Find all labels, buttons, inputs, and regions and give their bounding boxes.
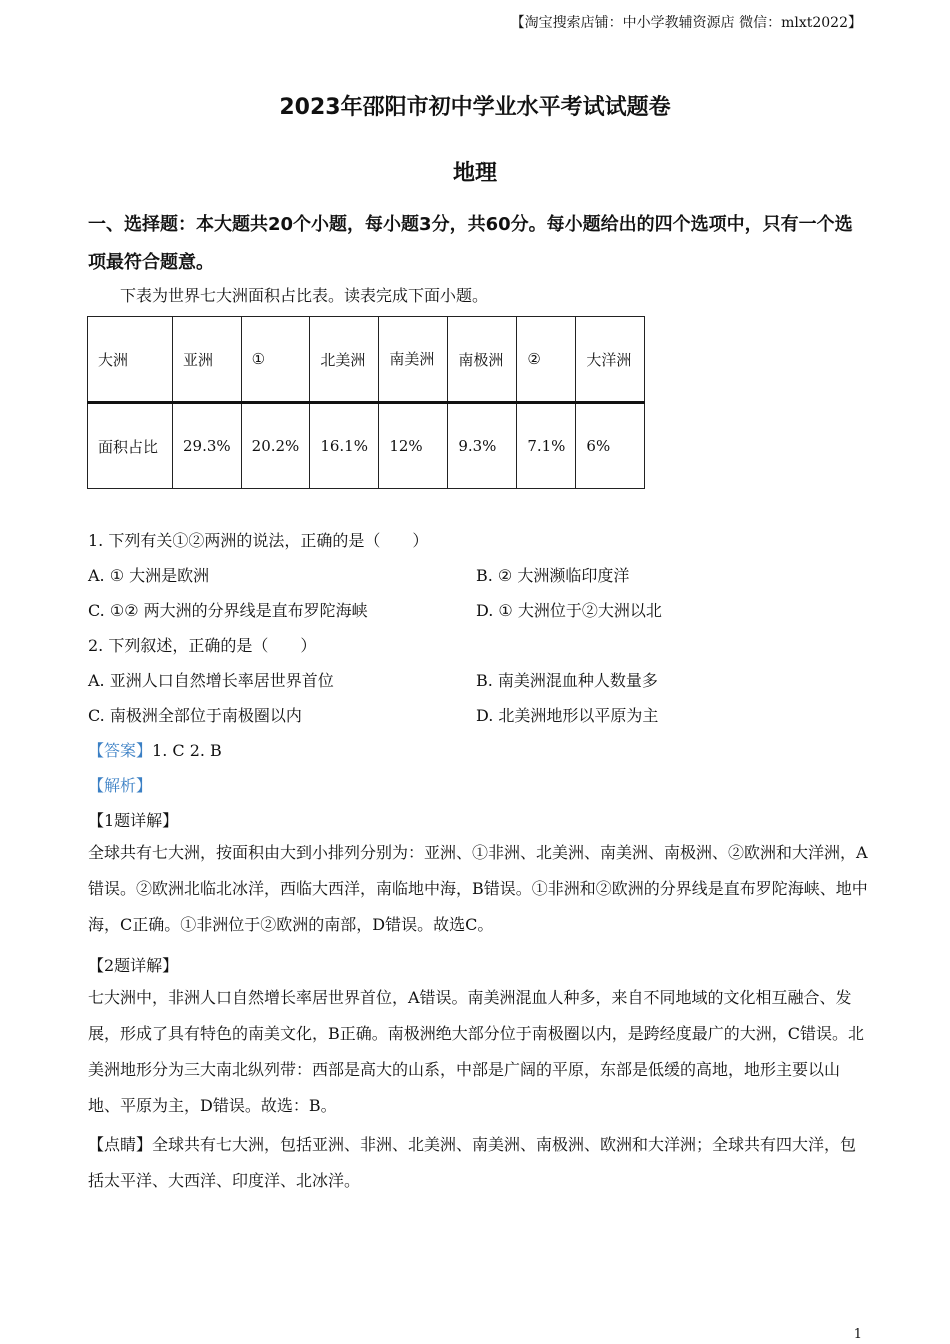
- question-2-option-c: C. 南极洲全部位于南极圈以内: [88, 706, 302, 725]
- question-1-stem: 1. 下列有关①②两洲的说法，正确的是（ ）: [88, 531, 429, 550]
- question-1-option-a: A. ① 大洲是欧洲: [88, 566, 210, 585]
- page-number: 1: [853, 1327, 862, 1342]
- tip-label: 【点睛】: [88, 1135, 153, 1154]
- question-2-option-a: A. 亚洲人口自然增长率居世界首位: [88, 671, 334, 690]
- table-header-row: [88, 317, 645, 403]
- continent-area-table: [87, 316, 645, 489]
- tip-text: 全球共有七大洲，包括亚洲、非洲、北美洲、南美洲、南极洲、欧洲和大洋洲；全球共有四大洋，包括太平洋、大西洋、印度洋、北冰洋。: [88, 1135, 857, 1190]
- question-1-option-c: C. ①② 两大洲的分界线是直布罗陀海峡: [88, 601, 368, 620]
- table-cell: 南极洲: [448, 317, 517, 403]
- answer-line: [88, 738, 222, 761]
- table-data-row: [88, 403, 645, 489]
- table-cell: 北美洲: [310, 317, 379, 403]
- answer-label: 【答案】: [88, 741, 153, 760]
- detail-2-text: 七大洲中，非洲人口自然增长率居世界首位，A错误。南美洲混血人种多，来自不同地域的文化相互融合、发展，形成了具有特色的南美文化，B正确。南极洲绝大部分位于南极圈以内，是跨经度最广的大洲，C错误。北美洲地形分为三大南北纵列带：西部是高大的山系，中部是广阔的平原，东部是低缓的高地，地形主要以山地、平原为主，D错误。故选：B。: [88, 988, 865, 1115]
- table-cell: 大洋洲: [576, 317, 645, 403]
- detail-2-label: 【2题详解】: [88, 956, 179, 975]
- table-cell: 29.3%: [173, 403, 242, 489]
- analysis-label: 【解析】: [88, 776, 153, 795]
- section-heading: 一、选择题：本大题共20个小题，每小题3分，共60分。每小题给出的四个选项中，只有一个选项最符合题意。: [88, 214, 853, 273]
- table-cell: 南美洲: [379, 317, 448, 403]
- table-cell: ②: [517, 317, 576, 403]
- tip-paragraph: [88, 1127, 868, 1199]
- question-1-option-b: B. ② 大洲濒临印度洋: [476, 566, 630, 585]
- subject-title: 地理: [452, 161, 497, 186]
- table-cell: 16.1%: [310, 403, 379, 489]
- question-1-option-d: D. ① 大洲位于②大洲以北: [476, 601, 662, 620]
- question-2-stem: 2. 下列叙述，正确的是（ ）: [88, 636, 317, 655]
- answer-text: 1. C 2. B: [152, 741, 222, 760]
- table-cell: 7.1%: [517, 403, 576, 489]
- question-2-option-d: D. 北美洲地形以平原为主: [476, 706, 659, 725]
- table-cell: ①: [241, 317, 310, 403]
- table-cell: 大洲: [88, 317, 173, 403]
- question-intro: 下表为世界七大洲面积占比表。读表完成下面小题。: [120, 286, 489, 305]
- table-cell: 12%: [379, 403, 448, 489]
- table-cell: 9.3%: [448, 403, 517, 489]
- detail-1-label: 【1题详解】: [88, 811, 179, 830]
- table-cell: 亚洲: [173, 317, 242, 403]
- shop-header-note: 【淘宝搜索店铺：中小学教辅资源店 微信：mlxt2022】: [510, 15, 862, 31]
- question-2-option-b: B. 南美洲混血种人数量多: [476, 671, 658, 690]
- table-cell: 面积占比: [88, 403, 173, 489]
- exam-title: 2023年邵阳市初中学业水平考试试题卷: [279, 95, 671, 120]
- detail-1-text: 全球共有七大洲，按面积由大到小排列分别为：亚洲、①非洲、北美洲、南美洲、南极洲、②欧洲和大洋洲，A错误。②欧洲北临北冰洋，西临大西洋，南临地中海，B错误。①非洲和②欧洲的分界线是直布罗陀海峡、地中海，C正确。①非洲位于②欧洲的南部，D错误。故选C。: [88, 843, 868, 934]
- table-cell: 6%: [576, 403, 645, 489]
- table-cell: 20.2%: [241, 403, 310, 489]
